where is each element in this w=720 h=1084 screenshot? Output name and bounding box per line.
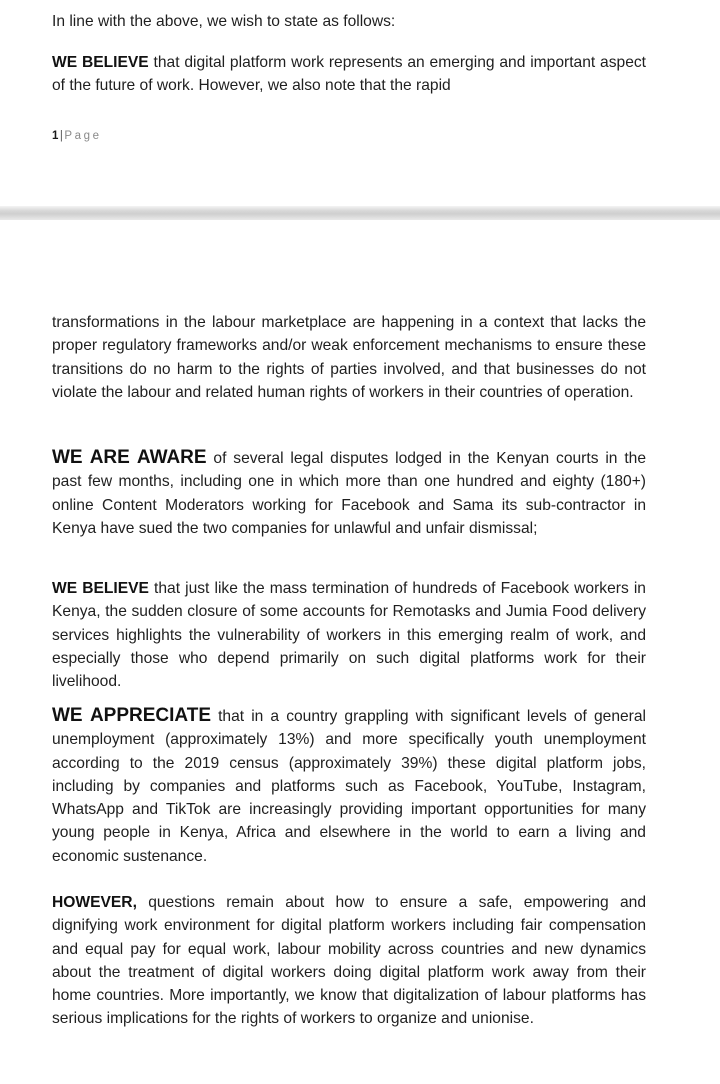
page-separator: |: [59, 130, 64, 142]
paragraph-lead: WE BELIEVE: [52, 580, 149, 597]
paragraph-text: that digital platform work represents an emerging and important aspect of the future of work. However, we also note that the rapid: [52, 54, 646, 95]
paragraph-lead: HOWEVER,: [52, 894, 137, 911]
paragraph-text: that in a country grappling with significant levels of general unemployment (approximately 13%) and more specifically youth unemployment according to the 2019 census (approximately 39%) these digital platform jobs, including by companies and platforms such as Facebook, YouTube, Instagram, WhatsApp and TikTok are increasingly providing important opportunities for many young people in Kenya, Africa and elsewhere in the world to earn a living and economic sustenance.: [52, 708, 647, 865]
intro-line: In line with the above, we wish to state as follows:: [52, 13, 396, 30]
document-page-1: [0, 0, 720, 206]
paragraph-however: [52, 891, 646, 1031]
paragraph-lead: WE APPRECIATE: [52, 705, 211, 726]
paragraph-text: of several legal disputes lodged in the Kenyan courts in the past few months, including one in which more than one hundred and eighty (180+) online Content Moderators working for Facebook and Sama its sub-contractor in Kenya have sued the two companies for unlawful and unfair dismissal;: [52, 450, 647, 537]
paragraph-continuation: transformations in the labour marketplace are happening in a context that lacks the proper regulatory frameworks and/or weak enforcement mechanisms to ensure these transitions do no harm to the rights of parties involved, and that businesses do not violate the labour and related human rights of workers in their countries of operation.: [52, 314, 646, 401]
paragraph-we-are-aware: [52, 446, 646, 540]
page-number: 1: [52, 130, 59, 142]
page-label: Page: [64, 130, 102, 142]
paragraph-lead: WE BELIEVE: [52, 54, 149, 71]
paragraph-we-believe-digital-work: [52, 51, 646, 98]
paragraph-we-appreciate: [52, 704, 646, 868]
paragraph-text: that just like the mass termination of hundreds of Facebook workers in Kenya, the sudden closure of some accounts for Remotasks and Jumia Food delivery services highlights the vulnerability of workers in this emerging realm of work, and especially those who depend primarily on such digital platforms work for their livelihood.: [52, 580, 646, 691]
paragraph-we-believe-vulnerability: [52, 577, 646, 693]
page-break-gap: [0, 206, 720, 220]
page-footer: [52, 128, 102, 144]
paragraph-text: questions remain about how to ensure a safe, empowering and dignifying work environment for digital platform workers including fair compensation and equal pay for equal work, labour mobility across countries and new dynamics about the treatment of digital workers doing digital platform work away from their home countries. More importantly, we know that digitalization of labour platforms has serious implications for the rights of workers to organize and unionise.: [52, 894, 646, 1028]
paragraph-lead: WE ARE AWARE: [52, 447, 207, 468]
